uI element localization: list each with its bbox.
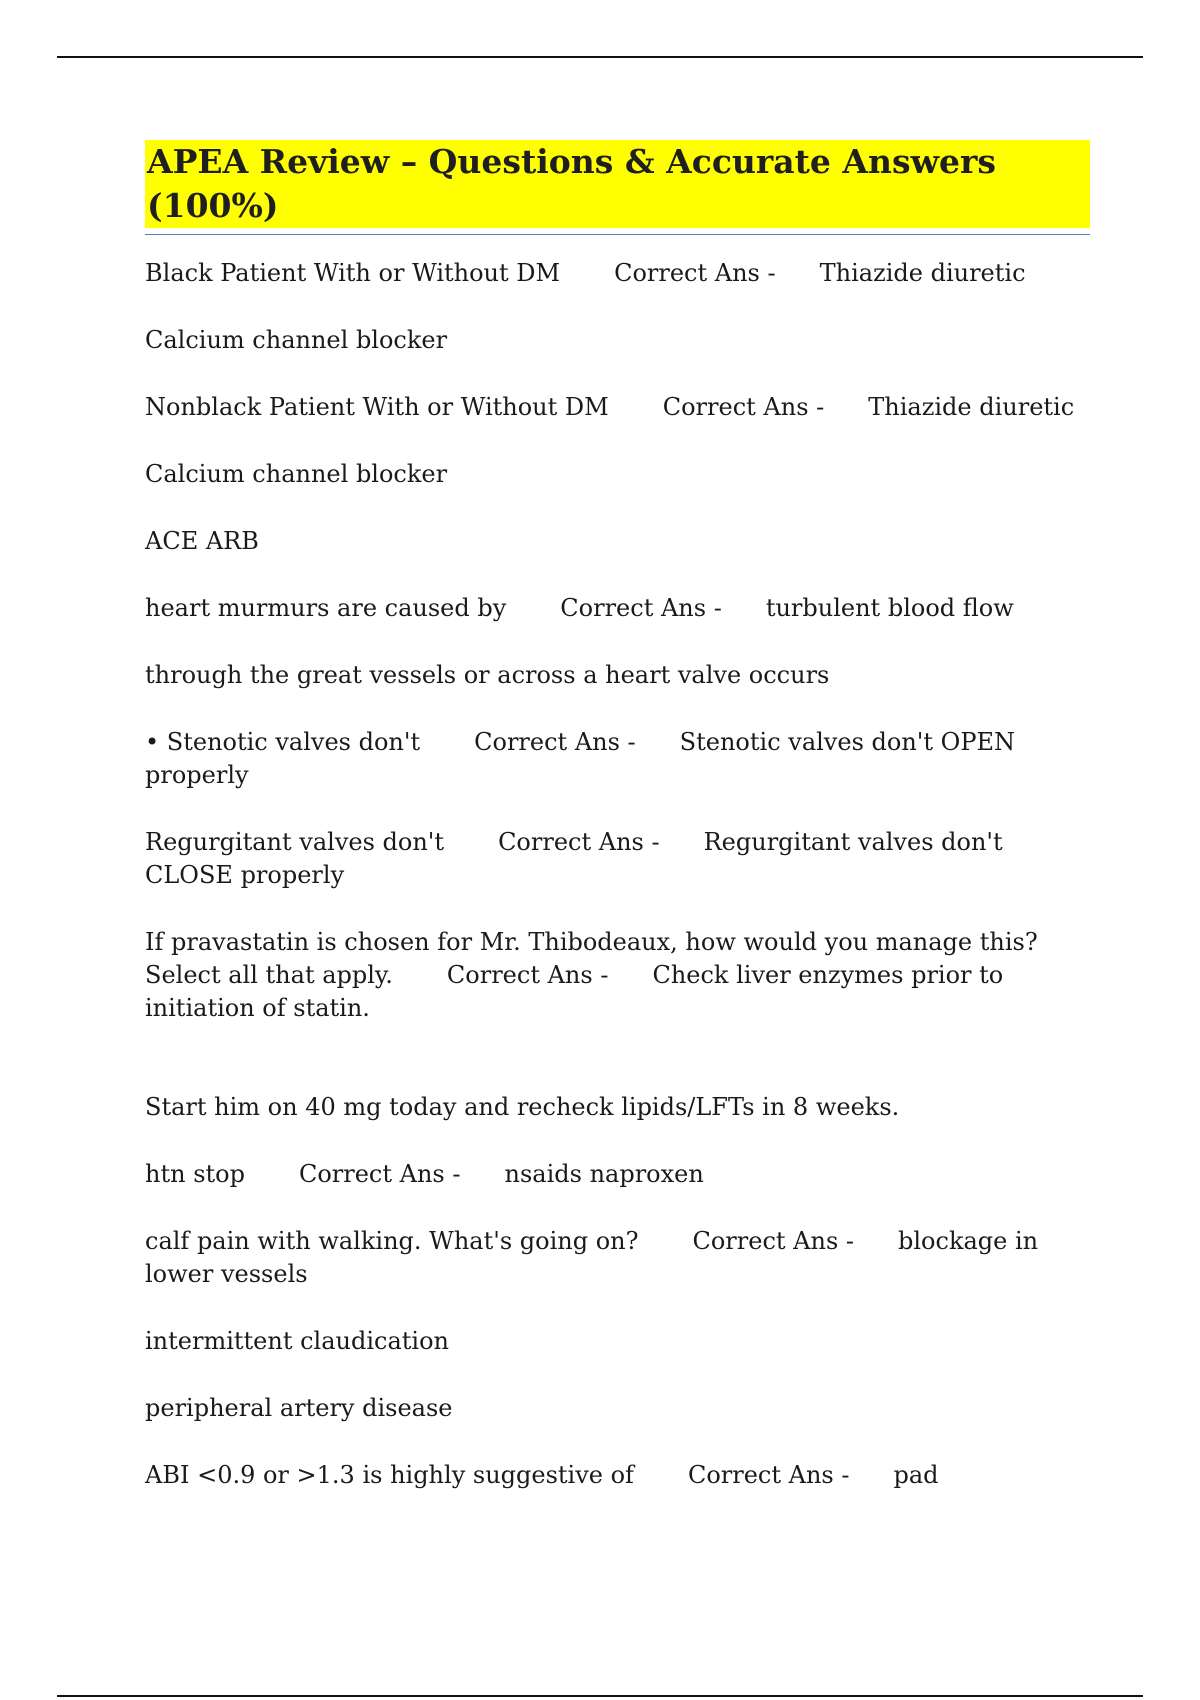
answer-separator: Correct Ans - — [474, 728, 636, 756]
qa-item — [145, 726, 1090, 792]
question-text: Black Patient With or Without DM — [145, 259, 561, 287]
qa-item — [145, 926, 1090, 1025]
answer-separator: Correct Ans - — [687, 1461, 850, 1489]
text-line: Calcium channel blocker — [145, 460, 448, 488]
question-text: calf pain with walking. What's going on? — [145, 1227, 639, 1255]
qa-item — [145, 257, 1090, 290]
answer-separator: Correct Ans - — [498, 828, 660, 856]
answer-separator: Correct Ans - — [560, 594, 722, 622]
text-line: through the great vessels or across a heart valve occurs — [145, 661, 830, 689]
qa-item — [145, 826, 1090, 892]
answer-text: Thiazide diuretic — [819, 259, 1026, 287]
question-text: • Stenotic valves don't — [145, 728, 421, 756]
text-line: Calcium channel blocker — [145, 326, 448, 354]
answer-text: pad — [893, 1461, 939, 1489]
answer-text: Check liver enzymes prior to initiation of statin. — [145, 961, 1004, 1022]
question-text: heart murmurs are caused by — [145, 594, 507, 622]
text-line: intermittent claudication — [145, 1327, 450, 1355]
question-text: Regurgitant valves don't — [145, 828, 445, 856]
question-text: ABI <0.9 or >1.3 is highly suggestive of — [145, 1461, 634, 1489]
question-text: If pravastatin is chosen for Mr. Thibodeaux, how would you manage this? Select all that apply. — [145, 928, 1038, 989]
qa-item — [145, 391, 1090, 424]
header-rule — [57, 56, 1143, 58]
qa-item — [145, 1459, 1090, 1492]
answer-text: blockage in lower vessels — [145, 1227, 1039, 1288]
question-text: Nonblack Patient With or Without DM — [145, 393, 609, 421]
answer-text: Thiazide diuretic — [868, 393, 1075, 421]
answer-text: turbulent blood flow — [765, 594, 1014, 622]
qa-item — [145, 1225, 1090, 1291]
footer-rule — [57, 1695, 1143, 1697]
answer-text: nsaids naproxen — [504, 1160, 704, 1188]
document-title: APEA Review – Questions & Accurate Answers (100%) — [145, 140, 1090, 228]
answer-separator: Correct Ans - — [662, 393, 825, 421]
answer-separator: Correct Ans - — [446, 961, 609, 989]
answer-separator: Correct Ans - — [614, 259, 776, 287]
question-text: htn stop — [145, 1160, 245, 1188]
title-block — [145, 140, 1090, 235]
answer-text: Regurgitant valves don't CLOSE properly — [145, 828, 1003, 889]
text-line: Start him on 40 mg today and recheck lipids/LFTs in 8 weeks. — [145, 1093, 900, 1121]
document-body — [145, 140, 1090, 1526]
text-line: peripheral artery disease — [145, 1394, 453, 1422]
qa-item — [145, 1158, 1090, 1191]
answer-text: Stenotic valves don't OPEN properly — [145, 728, 1015, 789]
answer-separator: Correct Ans - — [692, 1227, 855, 1255]
qa-item — [145, 592, 1090, 625]
text-line: ACE ARB — [145, 527, 259, 555]
answer-separator: Correct Ans - — [298, 1160, 461, 1188]
